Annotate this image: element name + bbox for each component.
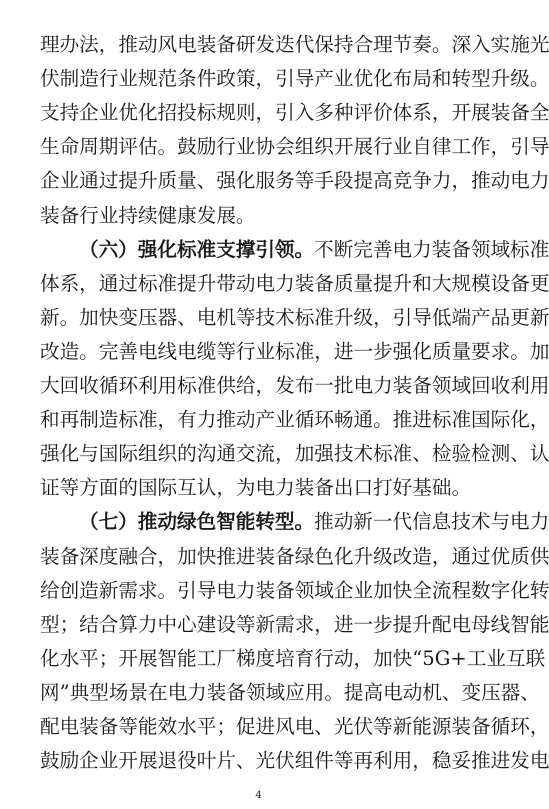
text-line — [40, 710, 549, 744]
text-line — [40, 642, 546, 676]
text-line — [40, 28, 549, 62]
text-line — [40, 267, 549, 301]
section-heading: （七）推动绿色智能转型。 — [79, 510, 315, 534]
line-text: 企业通过提升质量、强化服务等手段提高竞争力，推动电力 — [40, 169, 549, 193]
text-line — [40, 437, 549, 471]
line-text: 装备行业持续健康发展。 — [40, 203, 256, 227]
text-line — [40, 403, 549, 437]
line-text: 改造。完善电线电缆等行业标准，进一步强化质量要求。加 — [40, 339, 549, 363]
line-text: 化水平；开展智能工厂梯度培育行动，加快“5G+工业互联 — [40, 646, 546, 670]
line-text: 体系，通过标准提升带动电力装备质量提升和大规模设备更 — [40, 271, 549, 295]
line-text: 给创造新需求。引导电力装备领域企业加快全流程数字化转 — [40, 578, 549, 602]
line-text: 型；结合算力中心建设等新需求，进一步提升配电母线智能 — [40, 612, 549, 636]
line-text: 新。加快变压器、电机等技术标准升级，引导低端产品更新 — [40, 305, 549, 329]
line-text: 证等方面的国际互认，为电力装备出口打好基础。 — [40, 476, 472, 500]
text-line — [40, 199, 480, 233]
text-line — [40, 574, 549, 608]
line-text: 生命周期评估。鼓励行业协会组织开展行业自律工作，引导 — [40, 135, 549, 159]
text-line — [40, 96, 549, 130]
line-text: 鼓励企业开展退役叶片、光伏组件等再利用，稳妥推进发电 — [40, 749, 549, 773]
line-text: 配电装备等能效水平；促进风电、光伏等新能源装备循环， — [40, 715, 549, 738]
text-line — [40, 676, 540, 710]
page-number: 4 — [255, 790, 262, 801]
line-text: 网”典型场景在电力装备领域应用。提高电动机、变压器、 — [40, 680, 540, 704]
line-text: 支持企业优化招投标规则，引入多种评价体系，开展装备全 — [40, 101, 549, 125]
text-line — [40, 540, 549, 574]
text-line — [40, 164, 549, 198]
line-text: 伏制造行业规范条件政策，引导产业优化布局和转型升级。 — [40, 67, 549, 91]
text-line — [40, 369, 549, 403]
section-heading: （六）强化标准支撑引领。 — [79, 237, 315, 261]
text-line — [40, 335, 549, 369]
line-text: 不断完善电力装备领域标准 — [314, 237, 549, 261]
text-line — [40, 130, 549, 164]
line-text: 理办法，推动风电装备研发迭代保持合理节奏。深入实施光 — [40, 33, 549, 56]
line-text: 推动新一代信息技术与电力 — [314, 510, 549, 534]
text-line — [79, 233, 549, 267]
text-line — [40, 744, 549, 778]
line-text: 装备深度融合，加快推进装备绿色化升级改造，通过优质供 — [40, 544, 549, 568]
text-line — [40, 608, 549, 642]
line-text: 大回收循环利用标准供给，发布一批电力装备领域回收利用 — [40, 374, 549, 397]
text-line — [40, 301, 549, 335]
text-line — [40, 62, 549, 96]
text-line — [40, 471, 480, 505]
line-text: 和再制造标准，有力推动产业循环畅通。推进标准国际化， — [40, 408, 549, 432]
text-line — [79, 505, 549, 539]
line-text: 强化与国际组织的沟通交流，加强技术标准、检验检测、认 — [40, 442, 549, 466]
